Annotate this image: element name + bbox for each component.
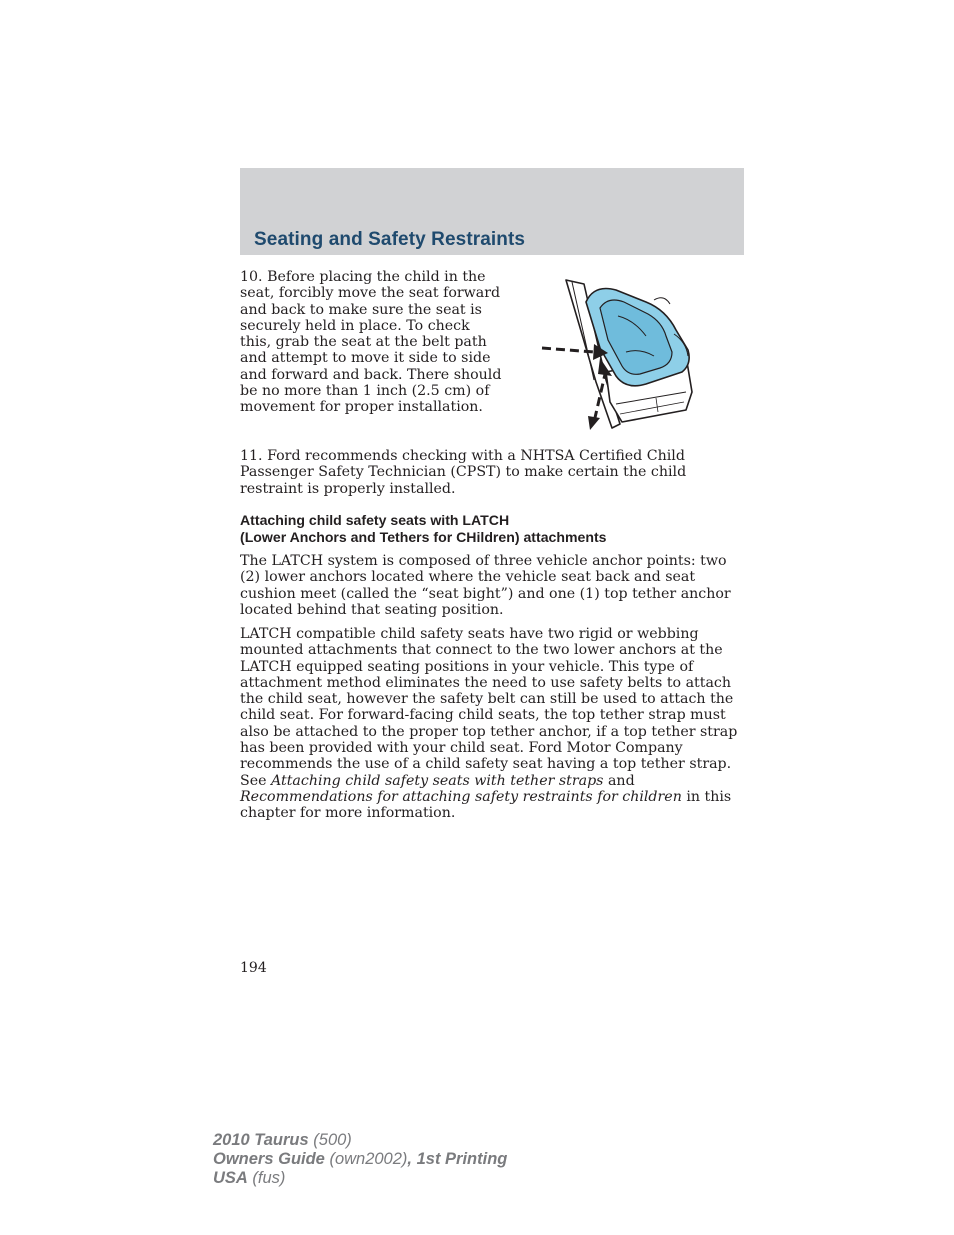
latch-paragraph-2 [240, 626, 748, 822]
step-11-text: 11. Ford recommends checking with a NHTSA Certified Child Passenger Safety Technician (CPST) to make certain the child restraint is properly installed. [240, 448, 687, 497]
footer-model: 2010 Taurus [213, 1131, 309, 1149]
latch-paragraph-2-and: and [603, 772, 635, 789]
footer-line-1 [213, 1131, 507, 1150]
footer-line-3 [213, 1169, 507, 1188]
step-10-text: 10. Before placing the child in the seat, forcibly move the seat forward and back to make sure the seat is securely held in place. To check this, grab the seat at the belt path and attempt to move it side to side and forward and back. There should be no more than 1 inch (2.5 cm) of movement for proper installation. [240, 269, 502, 416]
latch-paragraph-2-text: LATCH compatible child safety seats have two rigid or webbing mounted attachments that connect to the two lower anchors at the LATCH equipped seating positions in your vehicle. This type of attachment method eliminates the need to use safety belts to attach the child seat, however the safety belt can still be used to attach the child seat. For forward-facing child seats, the top tether strap must also be attached to the proper top tether anchor, if a top tether strap has been provided with your child seat. Ford Motor Company recommends the use of a child safety seat having a top tether strap. See [240, 626, 738, 789]
page-number: 194 [240, 960, 267, 976]
latch-heading [240, 512, 746, 546]
child-seat-illustration [536, 272, 706, 440]
footer-printing: , 1st Printing [407, 1150, 508, 1168]
footer-line-2 [213, 1150, 507, 1169]
footer-guide: Owners Guide [213, 1150, 325, 1168]
latch-paragraph-1: The LATCH system is composed of three vehicle anchor points: two (2) lower anchors located where the vehicle seat back and seat cushion meet (called the “seat bight”) and one (1) top tether anchor located behind that seating position. [240, 553, 731, 618]
document-footer [213, 1131, 507, 1188]
footer-model-code: (500) [308, 1131, 352, 1149]
cross-reference-recommendations: Recommendations for attaching safety restraints for children [240, 788, 682, 805]
latch-heading-line2: (Lower Anchors and Tethers for CHildren) attachments [240, 529, 607, 545]
footer-guide-code: (own2002) [324, 1150, 408, 1168]
section-header-band [240, 168, 744, 255]
footer-market-code: (fus) [247, 1169, 286, 1187]
footer-market: USA [213, 1169, 248, 1187]
latch-paragraph-2-end: in this chapter for more information. [240, 788, 732, 822]
section-title: Seating and Safety Restraints [254, 229, 526, 250]
latch-heading-line1: Attaching child safety seats with LATCH [240, 512, 510, 528]
cross-reference-tether-straps: Attaching child safety seats with tether straps [271, 772, 604, 789]
